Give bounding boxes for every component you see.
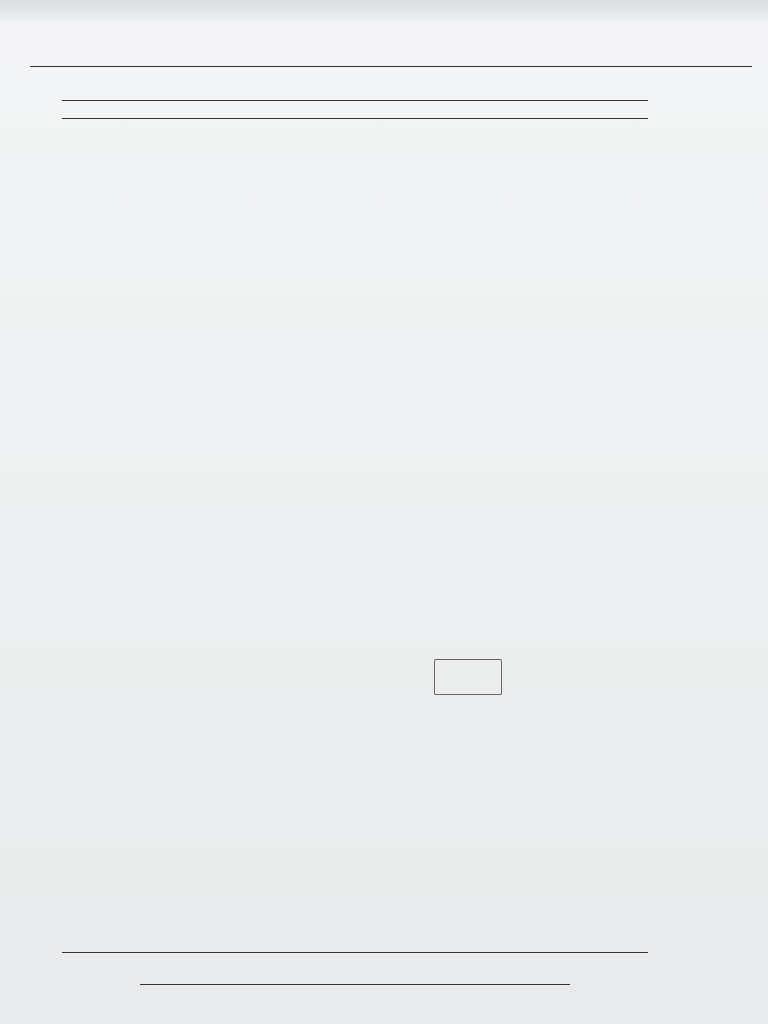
pencil-box-annotation [434,659,502,695]
lha-header-rule [62,118,648,119]
footer-rule-bottom [140,984,570,985]
footer-rule-top [62,952,648,953]
title-rule [62,100,648,101]
running-head-rule [30,66,752,67]
page-top-edge [0,0,768,22]
